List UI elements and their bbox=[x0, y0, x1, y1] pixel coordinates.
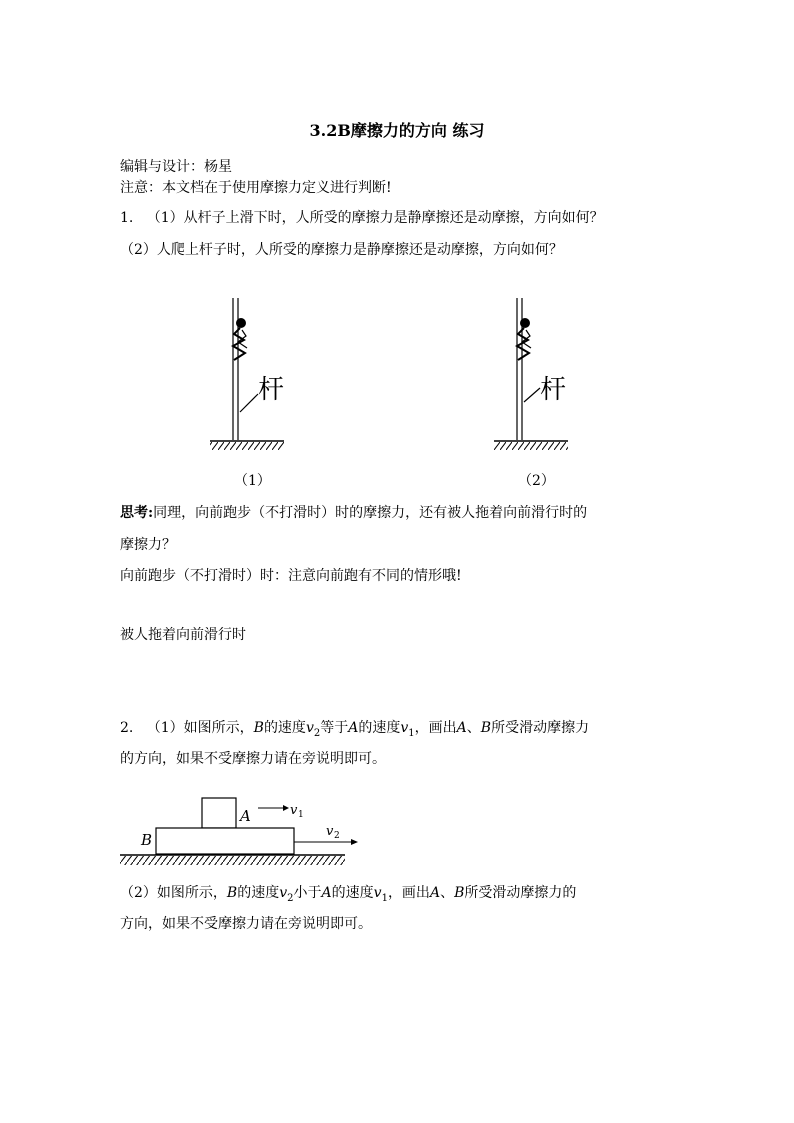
q2-text: v bbox=[373, 885, 382, 901]
block-A bbox=[202, 798, 236, 828]
label-v2-sub: 2 bbox=[334, 831, 340, 841]
q2-text: 等于 bbox=[320, 720, 349, 736]
q2-text: B bbox=[253, 720, 264, 736]
note-line: 注意：本文档在于使用摩擦力定义进行判断! bbox=[120, 180, 392, 196]
block-B bbox=[156, 828, 294, 854]
climber-2 bbox=[517, 318, 531, 360]
think-line2: 摩擦力？ bbox=[120, 537, 176, 553]
q2-text: 的速度 bbox=[331, 885, 374, 901]
q2-text: 、 bbox=[440, 885, 455, 901]
blocks-figure bbox=[115, 790, 375, 870]
arrow-v2 bbox=[351, 839, 358, 845]
q2-text: 的速度 bbox=[237, 885, 280, 901]
q2-number: 2. bbox=[120, 720, 134, 736]
q2-text: ，画出 bbox=[387, 885, 430, 901]
q2-text: A bbox=[321, 885, 332, 901]
think-label: 思考: bbox=[120, 505, 154, 521]
editor-line: 编辑与设计：杨星 bbox=[120, 159, 232, 175]
caption-1: （1） bbox=[234, 473, 271, 489]
pole-figure-1 bbox=[210, 298, 284, 489]
q2-part2-line1 bbox=[120, 883, 576, 909]
q2-text: A bbox=[429, 885, 441, 901]
pole-figure-2 bbox=[494, 298, 568, 489]
pole-figures bbox=[200, 290, 600, 490]
arrow-v1 bbox=[283, 805, 289, 811]
page-title: 3.2B摩擦力的方向 练习 bbox=[309, 121, 485, 140]
q2-text: A bbox=[456, 720, 467, 736]
q2-text: B bbox=[480, 720, 492, 736]
q2-part2-line2: 方向，如果不受摩擦力请在旁说明即可。 bbox=[120, 916, 372, 932]
q2-text: v bbox=[279, 885, 288, 901]
think-line1 bbox=[120, 503, 587, 523]
pole-label-1: 杆 bbox=[258, 375, 285, 405]
climber-1 bbox=[233, 318, 247, 360]
q2-text: 小于 bbox=[293, 885, 322, 901]
q2-text: v bbox=[400, 720, 409, 736]
q2-text: 的速度 bbox=[263, 720, 306, 736]
q1-number: 1. bbox=[120, 210, 134, 226]
q2-text: （1）如图所示， bbox=[146, 720, 254, 736]
q2-text: 1 bbox=[381, 892, 388, 904]
pole-label-2: 杆 bbox=[540, 375, 567, 405]
q2-text: ，画出 bbox=[414, 720, 457, 736]
q2-text: 2 bbox=[287, 892, 294, 904]
think-run: 向前跑步（不打滑时）时：注意向前跑有不同的情形哦! bbox=[120, 568, 462, 584]
q2-text: 所受滑动摩擦力的 bbox=[464, 885, 577, 901]
q1-part2: （2）人爬上杆子时，人所受的摩擦力是静摩擦还是动摩擦，方向如何？ bbox=[120, 242, 563, 258]
q2-text: （2）如图所示， bbox=[120, 885, 227, 901]
q2-text: A bbox=[348, 720, 359, 736]
label-v1-sub: 1 bbox=[298, 810, 304, 820]
q2-part1-line1 bbox=[120, 718, 589, 744]
q2-text: 2 bbox=[313, 727, 321, 739]
caption-2: （2） bbox=[518, 473, 555, 489]
q1-part1 bbox=[120, 208, 604, 228]
q2-text: v bbox=[305, 720, 314, 736]
think-drag: 被人拖着向前滑行时 bbox=[120, 627, 246, 643]
label-v1: v bbox=[290, 803, 298, 818]
q2-text: B bbox=[226, 885, 238, 901]
think-text1: 同理，向前跑步（不打滑时）时的摩擦力，还有被人拖着向前滑行时的 bbox=[153, 505, 588, 521]
q2-text: 所受滑动摩擦力 bbox=[491, 720, 590, 736]
q2-text: 1 bbox=[408, 727, 415, 739]
q2-part1-line2: 的方向，如果不受摩擦力请在旁说明即可。 bbox=[120, 751, 386, 767]
label-B: B bbox=[141, 831, 153, 849]
label-A: A bbox=[240, 807, 251, 825]
label-v2: v bbox=[326, 824, 334, 839]
q2-text: 、 bbox=[466, 720, 481, 736]
q1-part1-text: （1）从杆子上滑下时，人所受的摩擦力是静摩擦还是动摩擦，方向如何？ bbox=[146, 210, 604, 226]
q2-text: B bbox=[454, 885, 465, 901]
q2-text: 的速度 bbox=[358, 720, 401, 736]
